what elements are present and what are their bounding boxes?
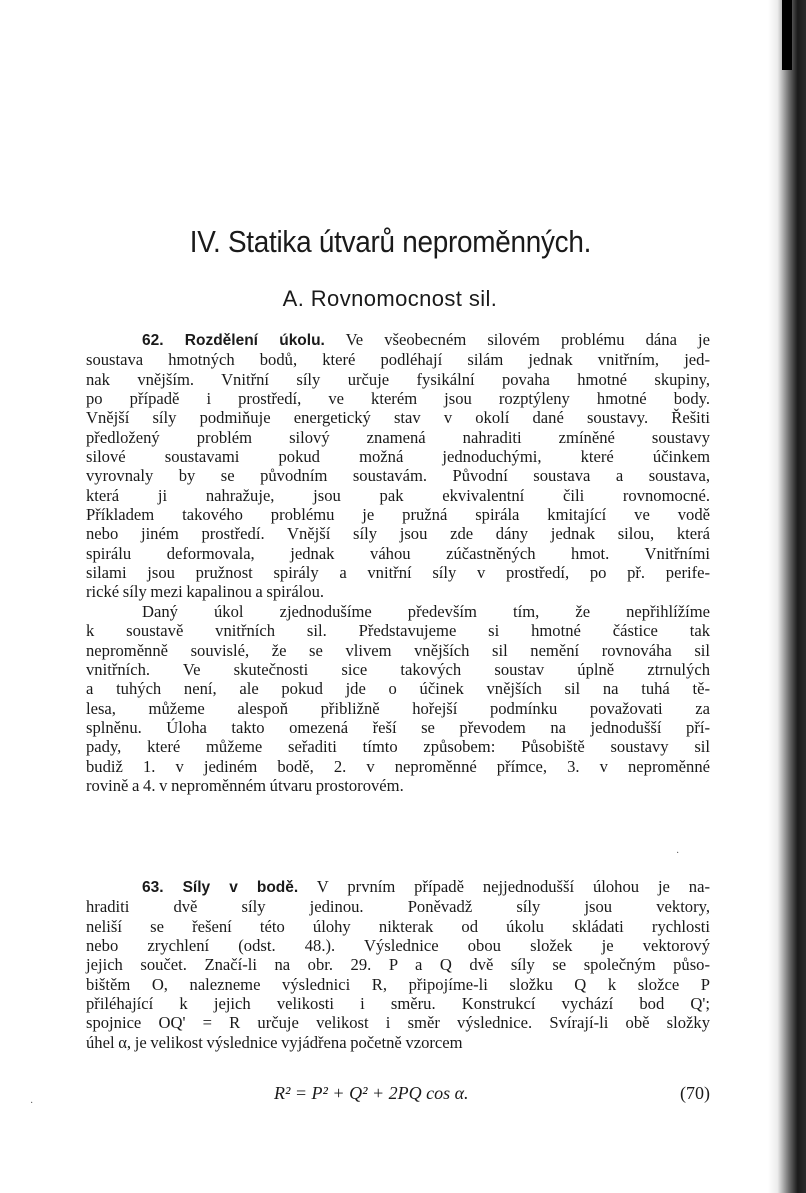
paragraph-line: rické síly mezi kapalinou a spirálou. <box>86 582 325 602</box>
paragraph-line: která ji nahražuje, jsou pak ekvivalentní čili rovnomocné. <box>86 485 710 505</box>
page-edge-mark <box>782 0 792 70</box>
paragraph-line: neliší se řešení této úlohy nikterak od úkolu skládati rychlosti <box>86 916 710 936</box>
section-title: A. Rovnomocnost sil. <box>282 286 498 311</box>
paragraph-line: Daný úkol zjednodušíme především tím, že nepřihlížíme <box>142 601 710 621</box>
chapter-title: IV. Statika útvarů neproměnných. <box>189 224 592 259</box>
paragraph-line: lesa, můžeme alespoň přibližně hořejší podmínku považovati za <box>86 698 710 718</box>
paragraph-line: nebo jiném prostředí. Vnější síly jsou zde dány jednak silou, která <box>86 524 710 544</box>
paragraph-line: přiléhající k jejich velikosti i směru. Konstrukcí vychází bod Q'; <box>86 994 710 1014</box>
paragraph-line: Vnější síly podmiňuje energetický stav v okolí dané soustavy. Řešiti <box>86 408 710 428</box>
paragraph-line: spirálu deformovala, jednak váhou zúčastněných hmot. Vnitřními <box>86 543 710 563</box>
paragraph-62 <box>86 330 710 795</box>
equation: R² = P² + Q² + 2PQ cos α. <box>274 1083 469 1103</box>
paragraph-line: silami jsou pružnost spirály a vnitřní síly v prostředí, po př. perife- <box>86 563 710 583</box>
paragraph-line: pady, které můžeme seřaditi tímto způsobem: Působiště soustavy sil <box>86 737 710 757</box>
paragraph-line: 63. Síly v bodě. V prvním případě nejjednodušší úlohou je na- <box>142 877 710 896</box>
paragraph-line: hraditi dvě síly jedinou. Poněvadž síly jsou vektory, <box>86 897 710 917</box>
speck-mark: · <box>676 848 680 859</box>
page-edge-shadow <box>768 0 806 1193</box>
equation-number: (70) <box>680 1083 710 1103</box>
paragraph-line: k soustavě vnitřních sil. Představujeme si hmotné částice tak <box>86 621 710 641</box>
paragraph-line: nak vnějším. Vnitřní síly určuje fysikální povaha hmotné skupiny, <box>86 369 710 389</box>
paragraph-line: bištěm O, nalezneme výslednici R, připojíme-li složku Q k složce P <box>86 974 710 994</box>
paragraph-line: a tuhých není, ale pokud jde o účinek vnějších sil na tuhá tě- <box>86 679 710 699</box>
paragraph-heading: 63. Síly v bodě. <box>142 879 299 896</box>
paragraph-line: silové soustavami pokud možná jednoduchými, které účinkem <box>86 447 710 467</box>
paragraph-line: 62. Rozdělení úkolu. Ve všeobecném silovém problému dána je <box>142 330 710 349</box>
paragraph-line: jejich součet. Značí-li na obr. 29. P a Q dvě síly se společným půso- <box>86 955 710 975</box>
paragraph-63 <box>86 877 710 1052</box>
paragraph-heading: 62. Rozdělení úkolu. <box>142 332 325 349</box>
paragraph-line: soustava hmotných bodů, které podléhají silám jednak vnitřním, jed- <box>86 350 710 370</box>
paragraph-line: vyrovnaly by se původním soustavám. Původní soustava a soustava, <box>86 466 710 486</box>
paragraph-line: neproměnně souvislé, že se vlivem vnějších sil nemění rovnováha sil <box>86 640 710 660</box>
paragraph-line: budiž 1. v jediném bodě, 2. v neproměnné přímce, 3. v neproměnné <box>86 756 710 776</box>
paragraph-line: rovině a 4. v neproměnném útvaru prostorovém. <box>86 775 404 795</box>
paragraph-line: vnitřních. Ve skutečnosti sice takových soustav úplně ztrnulých <box>86 659 710 679</box>
paragraph-line: Příkladem takového problému je pružná spirála kmitající ve vodě <box>86 505 710 525</box>
paragraph-line: nebo zrychlení (odst. 48.). Výslednice obou složek je vektorový <box>86 936 710 956</box>
speck-mark: · <box>30 1098 34 1109</box>
paragraph-line: spojnice OQ' = R určuje velikost i směr výslednice. Svírají-li obě složky <box>86 1013 710 1033</box>
paragraph-line: předložený problém silový znamená nahraditi zmíněné soustavy <box>86 427 710 447</box>
paragraph-line: úhel α, je velikost výslednice vyjádřena početně vzorcem <box>86 1032 463 1052</box>
paragraph-line: splněnu. Úloha takto omezená řeší se převodem na jednodušší pří- <box>86 717 710 737</box>
paragraph-line: po případě i prostředí, ve kterém jsou rozptýleny hmotné body. <box>86 389 710 409</box>
